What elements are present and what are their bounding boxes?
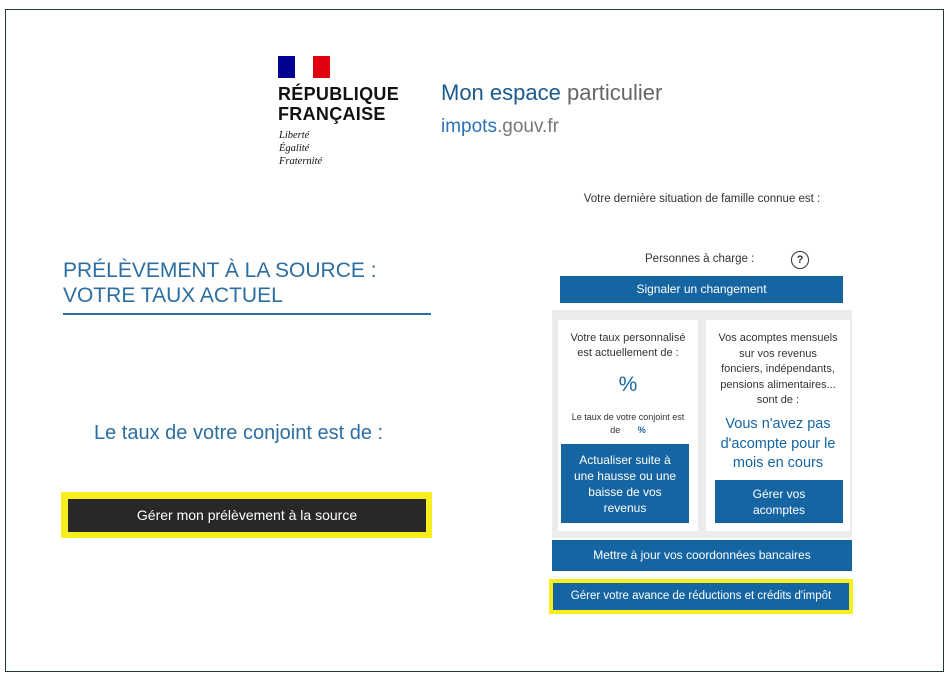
update-bank-details-button[interactable]: Mettre à jour vos coordonnées bancaires (552, 540, 852, 571)
republic-name-line2: FRANÇAISE (278, 104, 386, 124)
page-title-line2: VOTRE TAUX ACTUEL (63, 284, 283, 307)
app-title-main: Mon espace (441, 80, 561, 105)
site-logo-domain: .gouv.fr (496, 116, 559, 137)
installments-line1: Vos acomptes mensuels (718, 332, 838, 344)
app-title-sub: particulier (566, 80, 663, 105)
republic-name-line1: RÉPUBLIQUE (278, 84, 400, 104)
personal-rate-line1: Votre taux personnalisé (570, 332, 686, 344)
report-change-button[interactable]: Signaler un changement (560, 276, 843, 303)
motto-fraternite: Fraternité (279, 156, 323, 167)
update-rate-line1: Actualiser suite à (579, 452, 671, 467)
french-flag-icon (278, 56, 330, 78)
personal-rate-line2: est actuellement de : (577, 347, 679, 359)
manage-installments-button[interactable] (715, 480, 843, 523)
page-title (63, 258, 443, 308)
personal-rate-value: % (618, 373, 638, 396)
no-installment-line3: mois en cours (732, 455, 824, 471)
no-installment-line2: d'acompte pour le (720, 435, 836, 452)
motto-liberte: Liberté (279, 130, 310, 141)
spouse-rate-small-line1: Le taux de votre conjoint est (571, 412, 685, 422)
site-logo[interactable] (441, 116, 559, 138)
installments-line2: sur vos revenus (739, 347, 817, 360)
spouse-rate-small-value: % (637, 425, 646, 435)
personal-rate-label (558, 331, 698, 361)
update-rate-button[interactable] (561, 444, 689, 523)
page-title-line1: PRÉLÈVEMENT À LA SOURCE : (63, 259, 377, 282)
manage-tax-credits-button[interactable]: Gérer votre avance de réductions et crédits d'impôt (553, 583, 849, 610)
title-divider (63, 313, 431, 315)
update-rate-line2: une hausse ou une (573, 468, 677, 483)
spouse-rate-small-line2: de (610, 425, 621, 435)
app-title (441, 80, 662, 106)
installments-line5: sont de : (756, 394, 800, 406)
manage-installments-line2: acomptes (752, 502, 806, 517)
motto-egalite: Égalité (279, 143, 310, 154)
update-rate-line4: revenus (603, 500, 647, 515)
no-installment-text (706, 415, 850, 474)
installments-line4: pensions alimentaires... (720, 378, 836, 391)
update-rate-line3: baisse de vos (588, 484, 662, 499)
spouse-rate-small (558, 411, 698, 437)
help-icon[interactable]: ? (791, 251, 809, 269)
installments-line3: fonciers, indépendants, (721, 363, 835, 375)
family-situation-text: Votre dernière situation de famille connue est : (583, 193, 821, 205)
dependents-label: Personnes à charge : (645, 253, 755, 265)
site-logo-main: impots (441, 116, 497, 137)
manage-installments-line1: Gérer vos (752, 486, 806, 501)
manage-withholding-button[interactable]: Gérer mon prélèvement à la source (68, 499, 426, 532)
installments-label (706, 331, 850, 409)
no-installment-line1: Vous n'avez pas (725, 416, 831, 432)
spouse-rate-label: Le taux de votre conjoint est de : (94, 422, 384, 444)
